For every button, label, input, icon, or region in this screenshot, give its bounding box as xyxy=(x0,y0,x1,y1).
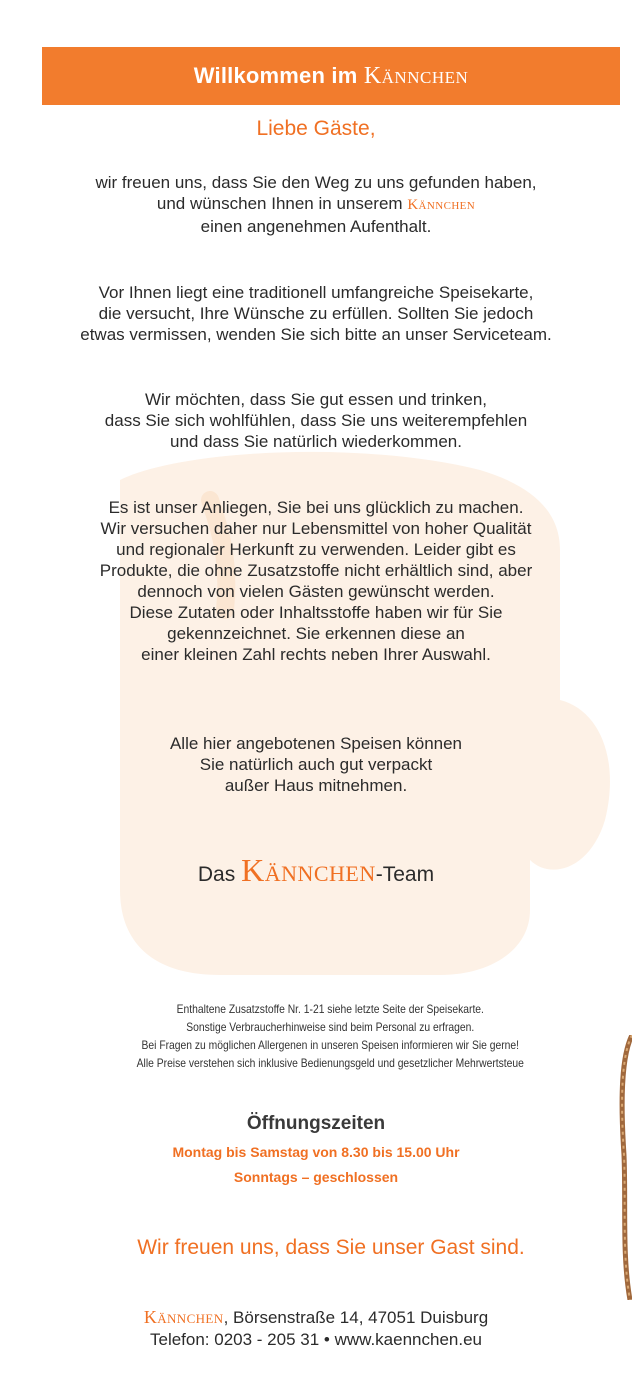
wishes-paragraph xyxy=(0,389,632,452)
closing-message: Wir freuen uns, dass Sie unser Gast sind. xyxy=(137,1236,525,1259)
signature-prefix: Das xyxy=(197,863,236,886)
signature-brand: Kännchen xyxy=(241,852,376,888)
menu-line: etwas vermissen, wenden Sie sich bitte an unser Serviceteam. xyxy=(80,325,552,344)
menu-line: Vor Ihnen liegt eine traditionell umfangreiche Speisekarte, xyxy=(98,283,534,302)
note-line: Enthaltene Zusatzstoffe Nr. 1-21 siehe letzte Seite der Speisekarte. xyxy=(176,1002,484,1016)
takeaway-line: Sie natürlich auch gut verpackt xyxy=(199,755,433,774)
note-line: Alle Preise verstehen sich inklusive Bedienungsgeld und gesetzlicher Mehrwertsteue xyxy=(136,1056,524,1070)
quality-line: und regionaler Herkunft zu verwenden. Leider gibt es xyxy=(116,540,516,559)
intro-line-3: einen angenehmen Aufenthalt. xyxy=(200,217,432,236)
menu-paragraph xyxy=(0,282,632,345)
header-brand: Kännchen xyxy=(363,62,469,89)
opening-hours-weekdays: Montag bis Samstag von 8.30 bis 15.00 Uhr xyxy=(172,1144,460,1160)
quality-line: Produkte, die ohne Zusatzstoffe nicht erhältlich sind, aber xyxy=(99,561,533,580)
note-line: Bei Fragen zu möglichen Allergenen in unseren Speisen informieren wir Sie gerne! xyxy=(141,1038,520,1052)
opening-hours-sunday: Sonntags – geschlossen xyxy=(233,1169,399,1185)
takeaway-line: Alle hier angebotenen Speisen können xyxy=(169,734,463,753)
quality-line: gekennzeichnet. Sie erkennen diese an xyxy=(167,624,465,643)
team-signature xyxy=(0,852,632,889)
intro-paragraph xyxy=(0,172,632,237)
intro-line-1: wir freuen uns, dass Sie den Weg zu uns gefunden haben, xyxy=(95,173,537,192)
intro-brand: Kännchen xyxy=(407,197,476,213)
contact-phone-web: Telefon: 0203 - 205 31 • www.kaennchen.eu xyxy=(149,1330,482,1349)
header-title-prefix: Willkommen im xyxy=(193,62,358,88)
signature-suffix: -Team xyxy=(375,863,435,886)
wishes-line: dass Sie sich wohlfühlen, dass Sie uns weiterempfehlen xyxy=(104,411,528,430)
quality-paragraph xyxy=(0,497,632,665)
intro-line-2 xyxy=(0,193,632,216)
address-line xyxy=(0,1306,632,1329)
contact-block xyxy=(0,1306,632,1351)
wishes-line: und dass Sie natürlich wiederkommen. xyxy=(170,432,462,451)
intro-line-2-text: und wünschen Ihnen in unserem xyxy=(156,194,403,213)
rope-decoration xyxy=(618,1035,632,1300)
quality-line: Diese Zutaten oder Inhaltsstoffe haben wir für Sie xyxy=(129,603,503,622)
takeaway-paragraph xyxy=(0,733,632,796)
note-line: Sonstige Verbraucherhinweise sind beim Personal zu erfragen. xyxy=(186,1020,475,1034)
quality-line: Es ist unser Anliegen, Sie bei uns glücklich zu machen. xyxy=(108,498,524,517)
header-title xyxy=(194,63,469,90)
quality-line: dennoch von vielen Gästen gewünscht werden. xyxy=(137,582,495,601)
wishes-line: Wir möchten, dass Sie gut essen und trinken, xyxy=(144,390,488,409)
quality-line: Wir versuchen daher nur Lebensmittel von hoher Qualität xyxy=(100,519,532,538)
contact-brand: Kännchen xyxy=(143,1307,224,1327)
menu-line: die versucht, Ihre Wünsche zu erfüllen. Sollten Sie jedoch xyxy=(98,304,534,323)
opening-hours-title: Öffnungszeiten xyxy=(246,1113,386,1134)
takeaway-line: außer Haus mitnehmen. xyxy=(224,776,408,795)
additives-notes xyxy=(46,1000,614,1072)
quality-line: einer kleinen Zahl rechts neben Ihrer Auswahl. xyxy=(141,645,491,664)
greeting: Liebe Gäste, xyxy=(256,117,376,140)
header-banner xyxy=(42,47,620,105)
contact-address: , Börsenstraße 14, 47051 Duisburg xyxy=(223,1308,489,1327)
